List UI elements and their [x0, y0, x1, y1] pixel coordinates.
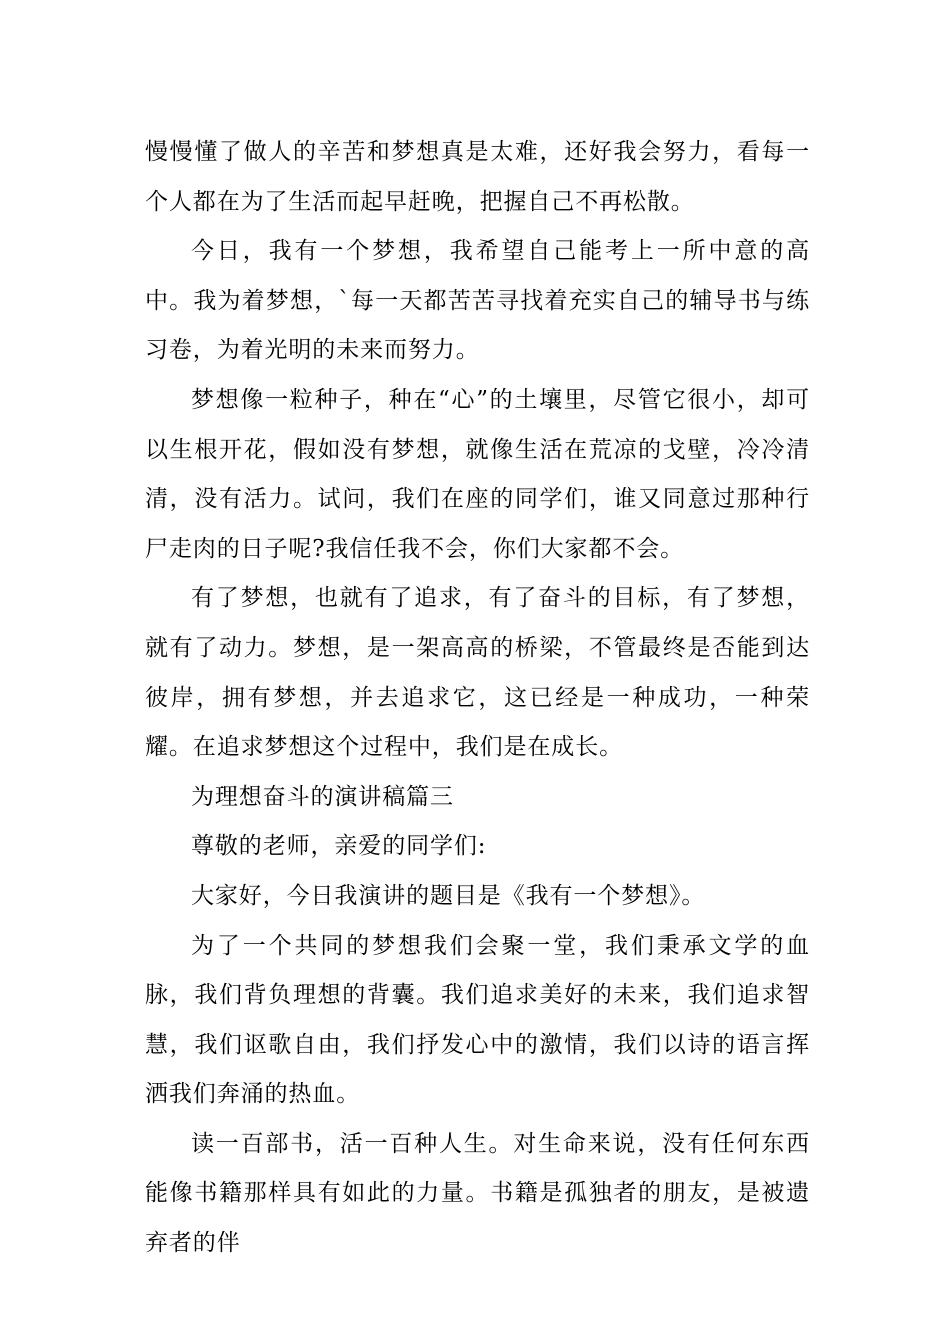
- paragraph-continuation: 慢慢懂了做人的辛苦和梦想真是太难，还好我会努力，看每一个人都在为了生活而起早赶晚，把握自己不再松散。: [145, 139, 810, 215]
- paragraph-dream-seed: 梦想像一粒种子，种在“心”的土壤里，尽管它很小，却可以生根开花，假如没有梦想，就像生活在荒凉的戈壁，冷冷清清，没有活力。试问，我们在座的同学们，谁又同意过那种行尸走肉的日子呢?我信任我不会，你们大家都不会。: [145, 386, 810, 562]
- paragraph-common-dream: 为了一个共同的梦想我们会聚一堂，我们秉承文学的血脉，我们背负理想的背囊。我们追求美好的未来，我们追求智慧，我们讴歌自由，我们抒发心中的激情，我们以诗的语言挥洒我们奔涌的热血。: [145, 932, 810, 1108]
- paragraph-dream-high-school: 今日，我有一个梦想，我希望自己能考上一所中意的高中。我为着梦想，`每一天都苦苦寻找着充实自己的辅导书与练习卷，为着光明的未来而努力。: [145, 238, 810, 364]
- section-heading: 为理想奋斗的演讲稿篇三: [191, 783, 454, 810]
- document-body: [145, 128, 810, 1269]
- paragraph-books: 读一百部书，活一百种人生。对生命来说，没有任何东西能像书籍那样具有如此的力量。书籍是孤独者的朋友，是被遗弃者的伴: [145, 1130, 810, 1257]
- salutation: 尊敬的老师，亲爱的同学们:: [191, 833, 487, 860]
- paragraph-dream-pursuit: 有了梦想，也就有了追求，有了奋斗的目标，有了梦想，就有了动力。梦想，是一架高高的桥梁，不管最终是否能到达彼岸，拥有梦想，并去追求它，这已经是一种成功，一种荣耀。在追求梦想这个过程中，我们是在成长。: [145, 585, 810, 761]
- speech-topic: 大家好，今日我演讲的题目是《我有一个梦想》。: [191, 882, 706, 909]
